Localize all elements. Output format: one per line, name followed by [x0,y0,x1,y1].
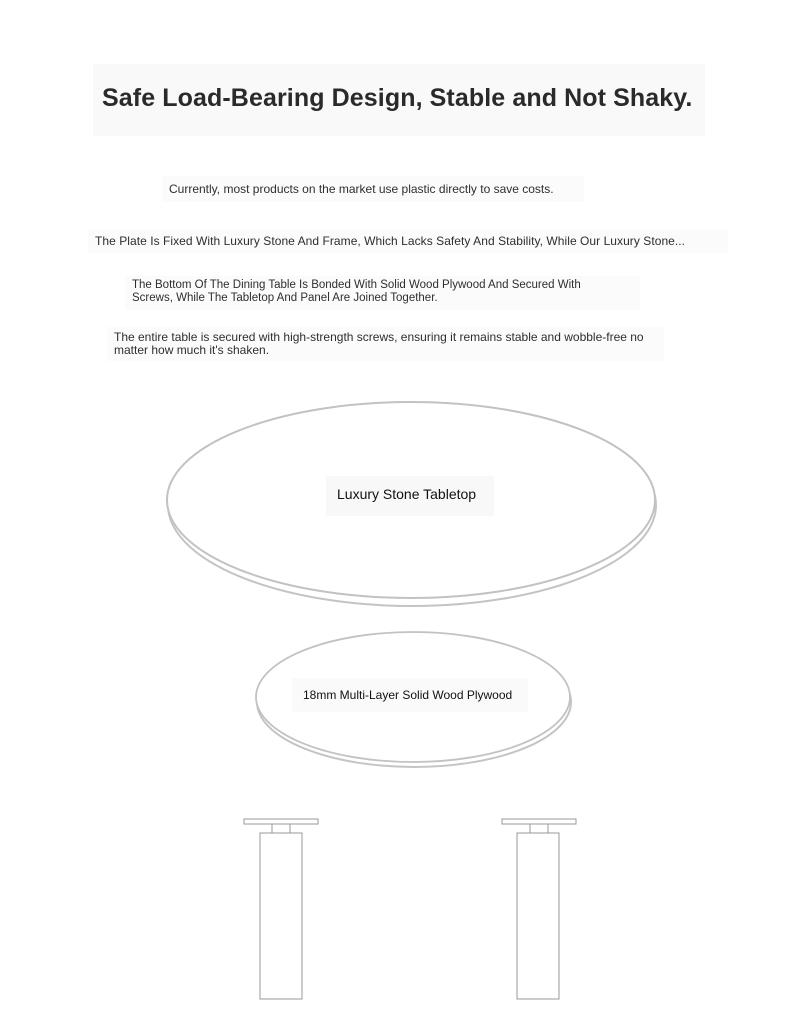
plywood-label-text: 18mm Multi-Layer Solid Wood Plywood [303,688,513,702]
paragraph-text: The entire table is secured with high-strength screws, ensuring it remains stable and wobble-free no matter how much it's shaken. [114,330,644,357]
page-title: Safe Load-Bearing Design, Stable and Not Shaky. [102,84,693,112]
paragraph-text: Currently, most products on the market use plastic directly to save costs. [169,182,554,196]
paragraph-text: The Plate Is Fixed With Luxury Stone And Frame, Which Lacks Safety And Stability, While Our Luxury Stone... [95,234,686,248]
tabletop-label-text: Luxury Stone Tabletop [337,486,477,502]
paragraph-block-2 [88,229,728,253]
paragraph-block-3 [125,276,640,310]
right-leg-illustration [502,819,576,999]
paragraph-text: The Bottom Of The Dining Table Is Bonded With Solid Wood Plywood And Secured With Screws, While The Tabletop And Panel Are Joined Together. [132,279,581,304]
left-leg-illustration [244,819,318,999]
tabletop-label [326,476,494,516]
paragraph-block-1 [162,176,584,202]
heading-block [93,64,705,136]
plywood-label [292,678,528,712]
paragraph-block-4 [107,327,664,361]
